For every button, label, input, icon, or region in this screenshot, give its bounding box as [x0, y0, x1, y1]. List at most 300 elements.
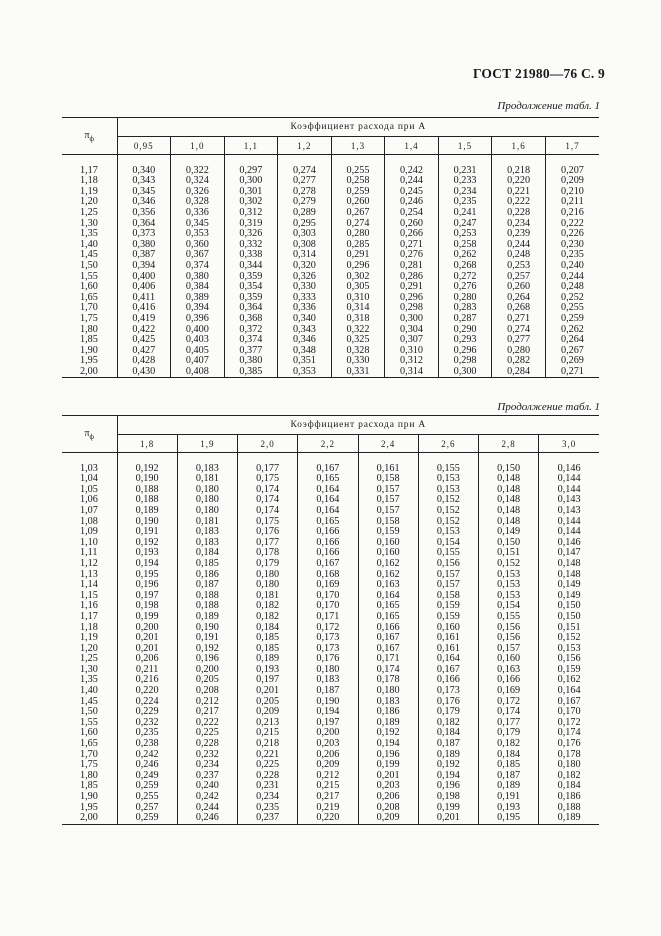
value-cell: 0,164 [418, 654, 478, 665]
value-cell: 0,259 [117, 813, 177, 824]
value-cell: 0,235 [238, 803, 298, 814]
value-cell: 0,162 [358, 559, 418, 570]
row-label-symbol: π [84, 427, 90, 439]
value-cell: 0,255 [331, 166, 385, 177]
value-cell: 0,156 [479, 623, 539, 634]
value-cell: 0,259 [331, 187, 385, 198]
value-cell: 0,374 [171, 261, 225, 272]
value-cell: 0,225 [177, 728, 237, 739]
value-cell: 0,269 [560, 355, 584, 367]
value-cell: 0,221 [238, 750, 298, 761]
value-cell: 0,160 [418, 623, 478, 634]
table-row [62, 506, 599, 517]
value-cell: 0,197 [238, 675, 298, 686]
value-cell: 0,246 [177, 813, 237, 824]
value-cell: 0,192 [177, 644, 237, 655]
row-label-cell: 1,75 [62, 760, 117, 771]
row-label-cell: 1,60 [62, 282, 117, 293]
value-cell: 0,225 [238, 760, 298, 771]
value-cell: 0,427 [117, 346, 171, 357]
value-cell: 0,195 [117, 570, 177, 581]
value-cell: 0,300 [385, 314, 439, 325]
value-cell: 0,209 [560, 175, 584, 187]
column-header: 1,4 [385, 137, 439, 155]
value-cell: 0,345 [117, 187, 171, 198]
value-cell: 0,158 [418, 591, 478, 602]
value-cell: 0,209 [358, 813, 418, 824]
table-row [62, 813, 599, 824]
value-cell: 0,196 [117, 580, 177, 591]
row-label-subscript: ф [89, 134, 95, 143]
value-cell: 0,185 [177, 559, 237, 570]
value-cell: 0,195 [479, 813, 539, 824]
value-cell: 0,172 [479, 697, 539, 708]
value-cell: 0,242 [117, 750, 177, 761]
value-cell: 0,157 [418, 580, 478, 591]
row-label-symbol: π [84, 129, 90, 141]
value-cell: 0,271 [560, 365, 584, 377]
value-cell: 0,156 [479, 633, 539, 644]
value-cell: 0,283 [438, 303, 492, 314]
value-cell: 0,189 [479, 781, 539, 792]
value-cell: 0,188 [177, 591, 237, 602]
value-cell: 0,232 [177, 750, 237, 761]
value-cell: 0,343 [278, 325, 332, 336]
value-cell: 0,240 [560, 259, 584, 271]
value-cell: 0,199 [358, 760, 418, 771]
row-label-cell: 1,35 [62, 229, 117, 240]
value-cell: 0,186 [557, 791, 581, 802]
value-cell: 0,364 [117, 219, 171, 230]
value-cell: 0,235 [560, 249, 584, 261]
value-cell: 0,286 [385, 272, 439, 283]
value-cell: 0,183 [298, 675, 358, 686]
value-cell: 0,185 [238, 633, 298, 644]
value-cell: 0,302 [224, 197, 278, 208]
column-header: 2,4 [358, 435, 418, 453]
value-cell: 0,148 [479, 474, 539, 485]
value-cell: 0,164 [298, 485, 358, 496]
value-cell: 0,354 [224, 282, 278, 293]
value-cell: 0,345 [171, 219, 225, 230]
row-label-cell: 1,65 [62, 739, 117, 750]
value-cell: 0,408 [171, 367, 225, 378]
value-cell: 0,188 [557, 801, 581, 813]
value-cell: 0,260 [331, 197, 385, 208]
value-cell: 0,161 [418, 644, 478, 655]
value-cell: 0,400 [117, 272, 171, 283]
column-header: 1,9 [177, 435, 237, 453]
value-cell: 0,213 [238, 718, 298, 729]
value-cell: 0,147 [557, 547, 581, 559]
value-cell: 0,234 [177, 760, 237, 771]
value-cell: 0,209 [238, 707, 298, 718]
value-cell: 0,298 [438, 356, 492, 367]
value-cell: 0,189 [358, 718, 418, 729]
value-cell: 0,310 [385, 346, 439, 357]
value-cell: 0,246 [117, 760, 177, 771]
value-cell: 0,228 [177, 739, 237, 750]
row-label-header [62, 416, 117, 453]
value-cell: 0,254 [385, 208, 439, 219]
value-cell: 0,238 [117, 739, 177, 750]
value-cell: 0,173 [298, 644, 358, 655]
value-cell: 0,152 [418, 495, 478, 506]
value-cell: 0,296 [385, 293, 439, 304]
value-cell: 0,228 [492, 208, 546, 219]
value-cell: 0,192 [117, 464, 177, 475]
value-cell: 0,428 [117, 356, 171, 367]
value-cell: 0,165 [358, 601, 418, 612]
value-cell: 0,208 [177, 686, 237, 697]
table-row [62, 367, 599, 378]
row-label-header [62, 118, 117, 155]
value-cell: 0,173 [298, 633, 358, 644]
value-cell: 0,266 [385, 229, 439, 240]
value-cell: 0,221 [492, 187, 546, 198]
value-cell: 0,336 [171, 208, 225, 219]
value-cell: 0,201 [418, 813, 478, 824]
value-cell: 0,210 [560, 185, 584, 197]
row-label-cell: 1,90 [62, 792, 117, 803]
value-cell: 0,198 [418, 792, 478, 803]
value-cell: 0,193 [479, 803, 539, 814]
value-cell: 0,359 [224, 293, 278, 304]
row-label-cell: 2,00 [62, 813, 117, 824]
value-cell: 0,170 [557, 706, 581, 718]
value-cell: 0,199 [117, 612, 177, 623]
value-cell: 0,380 [171, 272, 225, 283]
value-cell: 0,173 [418, 686, 478, 697]
value-cell: 0,167 [557, 695, 581, 707]
value-cell: 0,194 [358, 739, 418, 750]
value-cell: 0,182 [479, 739, 539, 750]
value-cell: 0,182 [238, 612, 298, 623]
value-cell: 0,188 [177, 601, 237, 612]
value-cell: 0,278 [278, 187, 332, 198]
value-cell: 0,212 [298, 771, 358, 782]
value-cell: 0,340 [278, 314, 332, 325]
value-cell: 0,276 [438, 282, 492, 293]
value-cell: 0,165 [298, 474, 358, 485]
value-cell: 0,156 [557, 653, 581, 665]
value-cell: 0,193 [117, 548, 177, 559]
value-cell: 0,164 [358, 591, 418, 602]
value-cell: 0,205 [238, 697, 298, 708]
value-cell: 0,201 [358, 771, 418, 782]
value-cell: 0,174 [557, 727, 581, 739]
value-cell: 0,150 [479, 538, 539, 549]
value-cell: 0,164 [298, 506, 358, 517]
value-cell: 0,181 [177, 474, 237, 485]
row-label-cell: 1,17 [62, 166, 117, 177]
row-label-cell: 1,60 [62, 728, 117, 739]
value-cell: 0,208 [358, 803, 418, 814]
value-cell: 0,253 [492, 261, 546, 272]
value-cell: 0,235 [438, 197, 492, 208]
value-cell: 0,310 [331, 293, 385, 304]
value-cell: 0,153 [479, 580, 539, 591]
value-cell: 0,148 [479, 485, 539, 496]
row-label-cell: 1,95 [62, 803, 117, 814]
value-cell: 0,230 [560, 238, 584, 250]
value-cell: 0,385 [224, 367, 278, 378]
value-cell: 0,143 [557, 494, 581, 506]
value-cell: 0,185 [238, 644, 298, 655]
value-cell: 0,220 [298, 813, 358, 824]
value-cell: 0,220 [492, 176, 546, 187]
row-label-cell: 1,18 [62, 623, 117, 634]
row-label-cell: 1,14 [62, 580, 117, 591]
value-cell: 0,160 [358, 548, 418, 559]
value-cell: 0,344 [224, 261, 278, 272]
table-row [62, 792, 599, 803]
value-cell: 0,180 [238, 570, 298, 581]
value-cell: 0,247 [438, 219, 492, 230]
value-cell: 0,258 [438, 240, 492, 251]
value-cell: 0,257 [492, 272, 546, 283]
value-cell: 0,235 [117, 728, 177, 739]
value-cell: 0,190 [177, 623, 237, 634]
value-cell: 0,196 [418, 781, 478, 792]
row-label-cell: 1,95 [62, 356, 117, 367]
value-cell: 0,318 [331, 314, 385, 325]
value-cell: 0,220 [117, 686, 177, 697]
value-cell: 0,166 [298, 538, 358, 549]
value-cell: 0,206 [298, 750, 358, 761]
value-cell: 0,314 [331, 303, 385, 314]
value-cell: 0,185 [479, 760, 539, 771]
value-cell: 0,234 [438, 187, 492, 198]
value-cell: 0,367 [171, 250, 225, 261]
value-cell: 0,234 [492, 219, 546, 230]
value-cell: 0,159 [418, 601, 478, 612]
value-cell: 0,152 [418, 517, 478, 528]
value-cell: 0,249 [117, 771, 177, 782]
value-cell: 0,279 [278, 197, 332, 208]
value-cell: 0,149 [557, 579, 581, 591]
table-row [62, 208, 599, 219]
value-cell: 0,233 [438, 176, 492, 187]
value-cell: 0,267 [560, 344, 584, 356]
value-cell: 0,330 [278, 282, 332, 293]
value-cell: 0,180 [177, 495, 237, 506]
value-cell: 0,298 [385, 303, 439, 314]
value-cell: 0,166 [298, 527, 358, 538]
value-cell: 0,167 [358, 644, 418, 655]
value-cell: 0,164 [557, 685, 581, 697]
value-cell: 0,260 [385, 219, 439, 230]
value-cell: 0,188 [117, 485, 177, 496]
value-cell: 0,188 [117, 495, 177, 506]
row-label-cell: 1,45 [62, 697, 117, 708]
value-cell: 0,187 [479, 771, 539, 782]
value-cell: 0,149 [479, 527, 539, 538]
value-cell: 0,203 [358, 781, 418, 792]
value-cell: 0,372 [224, 325, 278, 336]
value-cell: 0,320 [278, 261, 332, 272]
value-cell: 0,364 [224, 303, 278, 314]
value-cell: 0,368 [224, 314, 278, 325]
value-cell: 0,196 [358, 750, 418, 761]
value-cell: 0,314 [278, 250, 332, 261]
value-cell: 0,206 [117, 654, 177, 665]
value-cell: 0,356 [117, 208, 171, 219]
value-cell: 0,282 [492, 356, 546, 367]
value-cell: 0,330 [331, 356, 385, 367]
value-cell: 0,303 [278, 229, 332, 240]
value-cell: 0,277 [278, 176, 332, 187]
value-cell: 0,176 [238, 527, 298, 538]
value-cell: 0,179 [418, 707, 478, 718]
value-cell: 0,224 [117, 697, 177, 708]
value-cell: 0,201 [117, 644, 177, 655]
value-cell: 0,267 [331, 208, 385, 219]
value-cell: 0,245 [385, 187, 439, 198]
row-label-cell: 1,90 [62, 346, 117, 357]
value-cell: 0,430 [117, 367, 171, 378]
value-cell: 0,322 [331, 325, 385, 336]
value-cell: 0,175 [238, 517, 298, 528]
value-cell: 0,189 [177, 612, 237, 623]
value-cell: 0,291 [331, 250, 385, 261]
value-cell: 0,264 [560, 334, 584, 346]
value-cell: 0,200 [117, 623, 177, 634]
value-cell: 0,187 [298, 686, 358, 697]
value-cell: 0,289 [278, 208, 332, 219]
row-label-cell: 1,35 [62, 675, 117, 686]
value-cell: 0,307 [385, 335, 439, 346]
value-cell: 0,259 [560, 312, 584, 324]
value-cell: 0,187 [177, 580, 237, 591]
value-cell: 0,144 [557, 483, 581, 495]
column-header: 1,7 [565, 140, 580, 151]
value-cell: 0,199 [418, 803, 478, 814]
value-cell: 0,153 [479, 570, 539, 581]
value-cell: 0,242 [177, 792, 237, 803]
column-header: 2,8 [479, 435, 539, 453]
value-cell: 0,157 [358, 506, 418, 517]
value-cell: 0,192 [418, 760, 478, 771]
value-cell: 0,175 [238, 474, 298, 485]
column-header: 2,0 [238, 435, 298, 453]
value-cell: 0,200 [298, 728, 358, 739]
row-label-cell: 1,55 [62, 272, 117, 283]
value-cell: 0,191 [479, 792, 539, 803]
value-cell: 0,215 [238, 728, 298, 739]
table-row [62, 612, 599, 623]
value-cell: 0,153 [418, 527, 478, 538]
value-cell: 0,373 [117, 229, 171, 240]
value-cell: 0,374 [224, 335, 278, 346]
value-cell: 0,268 [438, 261, 492, 272]
column-header: 3,0 [562, 438, 577, 449]
table-title: Коэффициент расхода при A [117, 416, 599, 435]
value-cell: 0,155 [479, 612, 539, 623]
value-cell: 0,183 [177, 527, 237, 538]
value-cell: 0,189 [117, 506, 177, 517]
value-cell: 0,150 [479, 464, 539, 475]
value-cell: 0,161 [358, 464, 418, 475]
value-cell: 0,206 [358, 792, 418, 803]
value-cell: 0,242 [385, 166, 439, 177]
value-cell: 0,319 [224, 219, 278, 230]
value-cell: 0,312 [224, 208, 278, 219]
value-cell: 0,241 [438, 208, 492, 219]
value-cell: 0,184 [479, 750, 539, 761]
value-cell: 0,240 [177, 781, 237, 792]
value-cell: 0,148 [557, 557, 581, 569]
value-cell: 0,180 [298, 665, 358, 676]
value-cell: 0,419 [117, 314, 171, 325]
value-cell: 0,184 [418, 728, 478, 739]
value-cell: 0,291 [385, 282, 439, 293]
value-cell: 0,253 [438, 229, 492, 240]
row-label-cell: 1,25 [62, 654, 117, 665]
value-cell: 0,287 [438, 314, 492, 325]
value-cell: 0,406 [117, 282, 171, 293]
row-label-cell: 1,80 [62, 325, 117, 336]
value-cell: 0,180 [177, 506, 237, 517]
value-cell: 0,164 [298, 495, 358, 506]
value-cell: 0,166 [298, 548, 358, 559]
value-cell: 0,200 [177, 665, 237, 676]
value-cell: 0,197 [117, 591, 177, 602]
value-cell: 0,179 [238, 559, 298, 570]
value-cell: 0,178 [358, 675, 418, 686]
value-cell: 0,217 [177, 707, 237, 718]
row-label-cell: 1,50 [62, 261, 117, 272]
value-cell: 0,340 [117, 166, 171, 177]
value-cell: 0,219 [298, 803, 358, 814]
value-cell: 0,396 [171, 314, 225, 325]
coefficient-table-2 [62, 415, 599, 825]
value-cell: 0,231 [238, 781, 298, 792]
value-cell: 0,163 [358, 580, 418, 591]
value-cell: 0,176 [557, 738, 581, 750]
value-cell: 0,296 [331, 261, 385, 272]
value-cell: 0,255 [560, 302, 584, 314]
value-cell: 0,231 [438, 166, 492, 177]
value-cell: 0,326 [171, 187, 225, 198]
value-cell: 0,150 [557, 610, 581, 622]
value-cell: 0,328 [331, 346, 385, 357]
row-label-cell: 1,12 [62, 559, 117, 570]
value-cell: 0,154 [479, 601, 539, 612]
row-label-cell: 1,50 [62, 707, 117, 718]
value-cell: 0,244 [385, 176, 439, 187]
value-cell: 0,280 [438, 293, 492, 304]
value-cell: 0,297 [224, 166, 278, 177]
value-cell: 0,187 [418, 739, 478, 750]
value-cell: 0,416 [117, 303, 171, 314]
row-label-cell: 1,07 [62, 506, 117, 517]
value-cell: 0,148 [479, 506, 539, 517]
value-cell: 0,181 [238, 591, 298, 602]
value-cell: 0,183 [358, 697, 418, 708]
value-cell: 0,190 [117, 517, 177, 528]
value-cell: 0,217 [298, 792, 358, 803]
value-cell: 0,403 [171, 335, 225, 346]
row-label-cell: 1,70 [62, 750, 117, 761]
column-header: 0,95 [117, 137, 171, 155]
value-cell: 0,189 [238, 654, 298, 665]
value-cell: 0,237 [177, 771, 237, 782]
table-row [62, 261, 599, 272]
value-cell: 0,162 [358, 570, 418, 581]
row-label-cell: 1,06 [62, 495, 117, 506]
value-cell: 0,338 [224, 250, 278, 261]
